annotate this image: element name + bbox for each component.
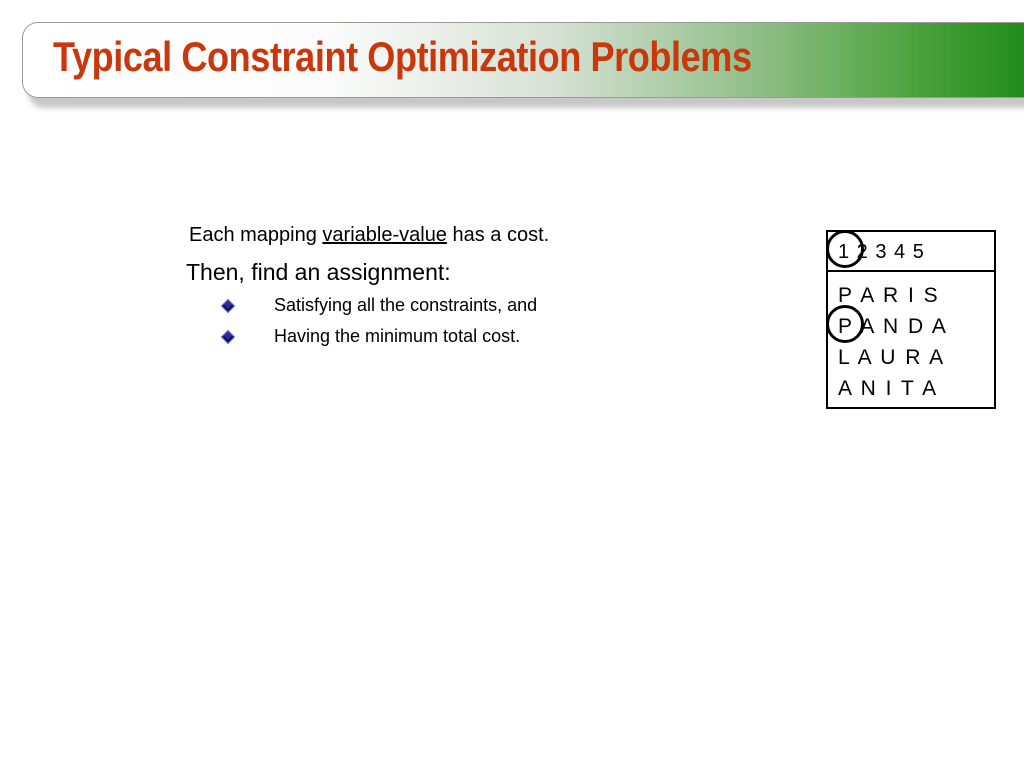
assignment-statement: Then, find an assignment: <box>186 259 451 285</box>
word-paris: P A R I S <box>838 284 940 307</box>
word-laura: L A U R A <box>838 346 946 369</box>
diamond-bullet-icon <box>221 330 235 344</box>
word-anita: A N I T A <box>838 377 939 400</box>
position-numbers: 1 2 3 4 5 <box>838 241 925 263</box>
highlight-circle-position <box>826 230 864 268</box>
title-bar <box>22 22 1024 98</box>
highlight-circle-letter <box>826 305 864 343</box>
bullet-text: Satisfying all the constraints, and <box>274 295 538 315</box>
cost-statement <box>189 224 549 247</box>
cost-statement-suffix: has a cost. <box>446 224 550 246</box>
word-panda: P A N D A <box>838 315 948 338</box>
slide-title: Typical Constraint Optimization Problems <box>53 33 752 80</box>
variable-value-term: variable-value <box>322 224 447 246</box>
bullet-text: Having the minimum total cost. <box>274 326 521 346</box>
diamond-bullet-icon <box>221 299 235 313</box>
cost-statement-prefix: Each mapping <box>189 224 323 246</box>
